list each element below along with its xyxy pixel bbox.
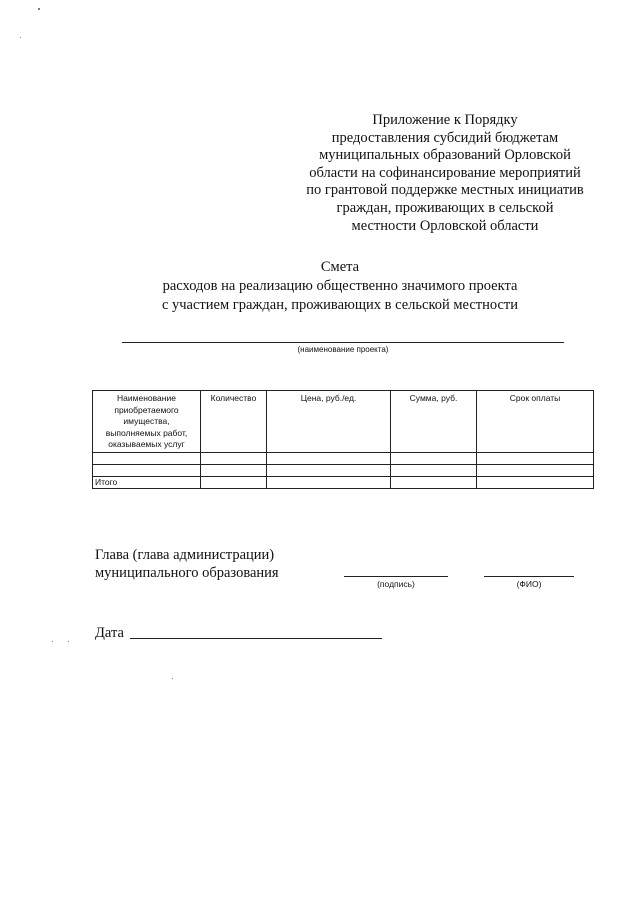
full-name-caption: (ФИО) — [516, 579, 542, 589]
table-cell[interactable] — [93, 453, 201, 465]
date-field[interactable] — [130, 638, 382, 639]
estimate-table — [92, 390, 594, 489]
table-row — [93, 465, 594, 477]
project-name-field[interactable] — [122, 342, 564, 343]
title-line: расходов на реализацию общественно значимого проекта — [162, 278, 518, 294]
table-header-row — [93, 391, 594, 453]
column-header-quantity: Количество — [201, 391, 267, 453]
table-row — [93, 453, 594, 465]
full-name-field[interactable] — [484, 576, 574, 577]
scan-speck — [20, 37, 21, 38]
total-label: Итого — [93, 477, 201, 489]
table-cell[interactable] — [201, 477, 267, 489]
appendix-note — [285, 112, 605, 235]
appendix-line: предоставления субсидий бюджетам — [331, 129, 559, 146]
table-cell[interactable] — [201, 465, 267, 477]
table-cell[interactable] — [201, 453, 267, 465]
table-cell[interactable] — [93, 465, 201, 477]
table-cell[interactable] — [391, 465, 477, 477]
table-cell[interactable] — [267, 453, 391, 465]
table-cell[interactable] — [267, 477, 391, 489]
signer-position-line: Глава (глава администрации) — [95, 547, 275, 563]
column-header-sum: Сумма, руб. — [391, 391, 477, 453]
signature-caption: (подпись) — [377, 579, 415, 589]
document-title — [140, 258, 540, 315]
signature-field[interactable] — [344, 576, 448, 577]
scan-speck — [38, 8, 40, 10]
appendix-line: Приложение к Порядку — [372, 112, 518, 128]
table-cell[interactable] — [391, 477, 477, 489]
table-cell[interactable] — [477, 453, 594, 465]
signer-position-line: муниципального образования — [95, 565, 279, 581]
scan-speck — [68, 641, 69, 642]
appendix-line: муниципальных образований Орловской — [319, 147, 571, 164]
title-line: с участием граждан, проживающих в сельской местности — [161, 297, 519, 313]
column-header-price: Цена, руб./ед. — [267, 391, 391, 453]
appendix-line: по грантовой поддержке местных инициатив — [306, 182, 584, 199]
table-cell[interactable] — [477, 465, 594, 477]
signer-position — [95, 546, 335, 582]
appendix-line: местности Орловской области — [351, 217, 539, 234]
table-cell[interactable] — [391, 453, 477, 465]
scan-speck — [172, 678, 173, 679]
column-header-item: Наименование приобретаемого имущества, выполняемых работ, оказываемых услуг — [93, 391, 201, 453]
table-cell[interactable] — [267, 465, 391, 477]
appendix-line: граждан, проживающих в сельской — [336, 199, 554, 216]
column-header-payment-term: Срок оплаты — [477, 391, 594, 453]
table-cell[interactable] — [477, 477, 594, 489]
scan-speck — [52, 641, 53, 642]
table-total-row — [93, 477, 594, 489]
date-label: Дата — [95, 625, 124, 641]
title-heading: Смета — [320, 259, 360, 275]
project-name-caption: (наименование проекта) — [297, 345, 389, 354]
appendix-line: области на софинансирование мероприятий — [309, 164, 581, 181]
